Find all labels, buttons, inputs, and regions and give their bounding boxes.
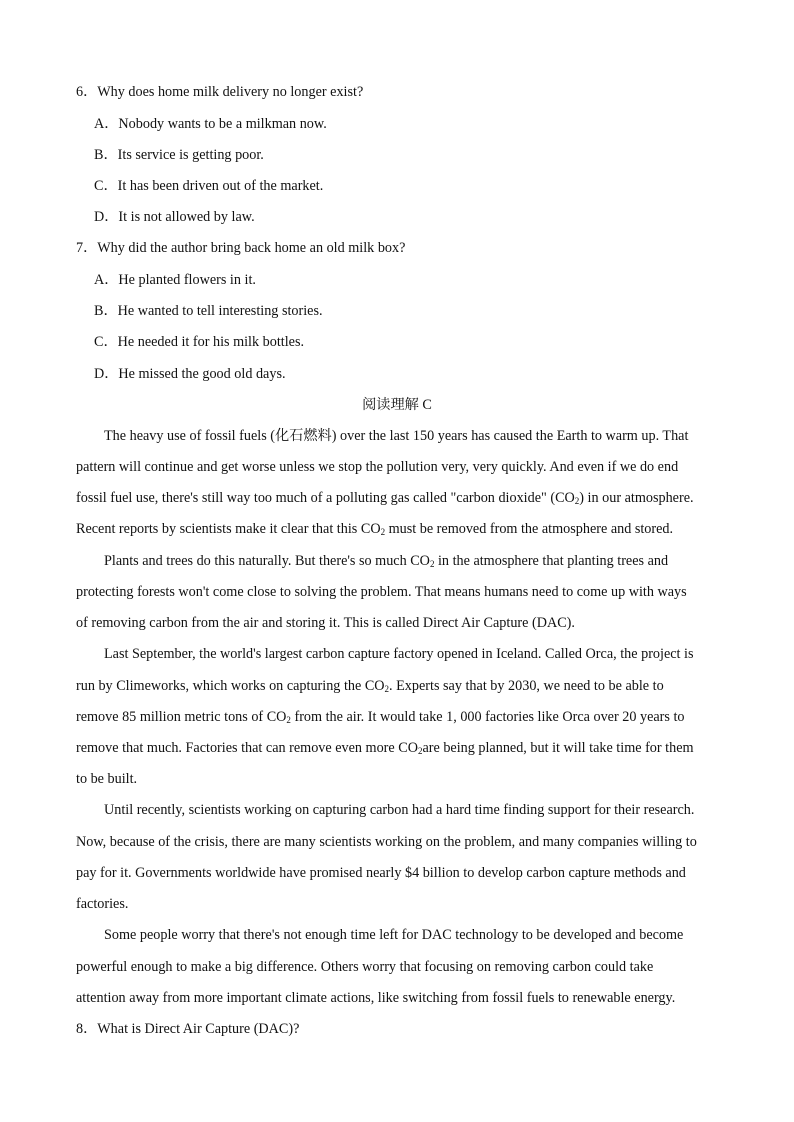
text-run: Recent reports by scientists make it clear that this CO (76, 521, 381, 537)
text-run: remove that much. Factories that can remove even more CO (76, 740, 418, 756)
question-6-option-c: C．It has been driven out of the market. (94, 178, 324, 194)
passage-line: of removing carbon from the air and storing it. This is called Direct Air Capture (DAC). (76, 615, 575, 631)
question-8-stem: 8．What is Direct Air Capture (DAC)? (76, 1021, 300, 1037)
passage-line: pay for it. Governments worldwide have promised nearly $4 billion to develop carbon capture methods and (76, 865, 686, 881)
passage-line: protecting forests won't come close to solving the problem. That means humans need to come up with ways (76, 584, 687, 600)
passage-line: Last September, the world's largest carbon capture factory opened in Iceland. Called Orca, the project is (104, 646, 694, 662)
passage-line: Until recently, scientists working on capturing carbon had a hard time finding support for their research. (104, 802, 695, 818)
passage-line (76, 738, 694, 758)
text-run: run by Climeworks, which works on capturing the CO (76, 678, 385, 694)
question-7-option-d: D．He missed the good old days. (94, 366, 286, 382)
text-run: must be removed from the atmosphere and stored. (385, 521, 674, 537)
passage-line: factories. (76, 896, 129, 912)
question-6-option-a: A．Nobody wants to be a milkman now. (94, 116, 327, 132)
text-run: fossil fuel use, there's still way too much of a polluting gas called "carbon dioxide" (CO (76, 490, 575, 506)
passage-line (76, 707, 685, 727)
text-run: remove 85 million metric tons of CO (76, 709, 287, 725)
passage-line: The heavy use of fossil fuels (化石燃料) over the last 150 years has caused the Earth to warm up. That (104, 428, 689, 444)
passage-line (76, 676, 664, 696)
passage-line: attention away from more important climate actions, like switching from fossil fuels to renewable energy. (76, 990, 676, 1006)
text-run: ) in our atmosphere. (579, 490, 694, 506)
question-7-option-b: B．He wanted to tell interesting stories. (94, 303, 323, 319)
question-6-option-d: D．It is not allowed by law. (94, 209, 255, 225)
passage-line (76, 519, 673, 539)
passage-line: to be built. (76, 771, 138, 787)
question-6-stem: 6．Why does home milk delivery no longer exist? (76, 84, 364, 100)
text-run: in the atmosphere that planting trees and (434, 553, 669, 569)
question-7-option-a: A．He planted flowers in it. (94, 272, 256, 288)
subscript-2: 2 (574, 496, 580, 506)
subscript-2: 2 (286, 715, 291, 725)
question-7-stem: 7．Why did the author bring back home an old milk box? (76, 240, 406, 256)
passage-line: Now, because of the crisis, there are many scientists working on the problem, and many companies willing to (76, 834, 697, 850)
passage-line (76, 488, 694, 508)
passage-line: powerful enough to make a big difference. Others worry that focusing on removing carbon could take (76, 959, 654, 975)
question-7-option-c: C．He needed it for his milk bottles. (94, 334, 305, 350)
subscript-2: 2 (429, 559, 435, 569)
subscript-2: 2 (417, 746, 423, 756)
text-run: from the air. It would take 1, 000 factories like Orca over 20 years to (290, 709, 685, 725)
passage-line: pattern will continue and get worse unless we stop the pollution very, very quickly. And even if we do end (76, 459, 679, 475)
text-run: are being planned, but it will take time for them (422, 740, 694, 756)
subscript-2: 2 (380, 527, 386, 537)
text-run: . Experts say that by 2030, we need to be able to (389, 678, 664, 694)
section-title: 阅读理解 C (362, 397, 432, 413)
subscript-2: 2 (384, 684, 390, 694)
text-run: Plants and trees do this naturally. But there's so much CO (104, 553, 430, 569)
question-6-option-b: B．Its service is getting poor. (94, 147, 264, 163)
passage-line (104, 551, 668, 571)
passage-line: Some people worry that there's not enough time left for DAC technology to be developed and become (104, 927, 684, 943)
